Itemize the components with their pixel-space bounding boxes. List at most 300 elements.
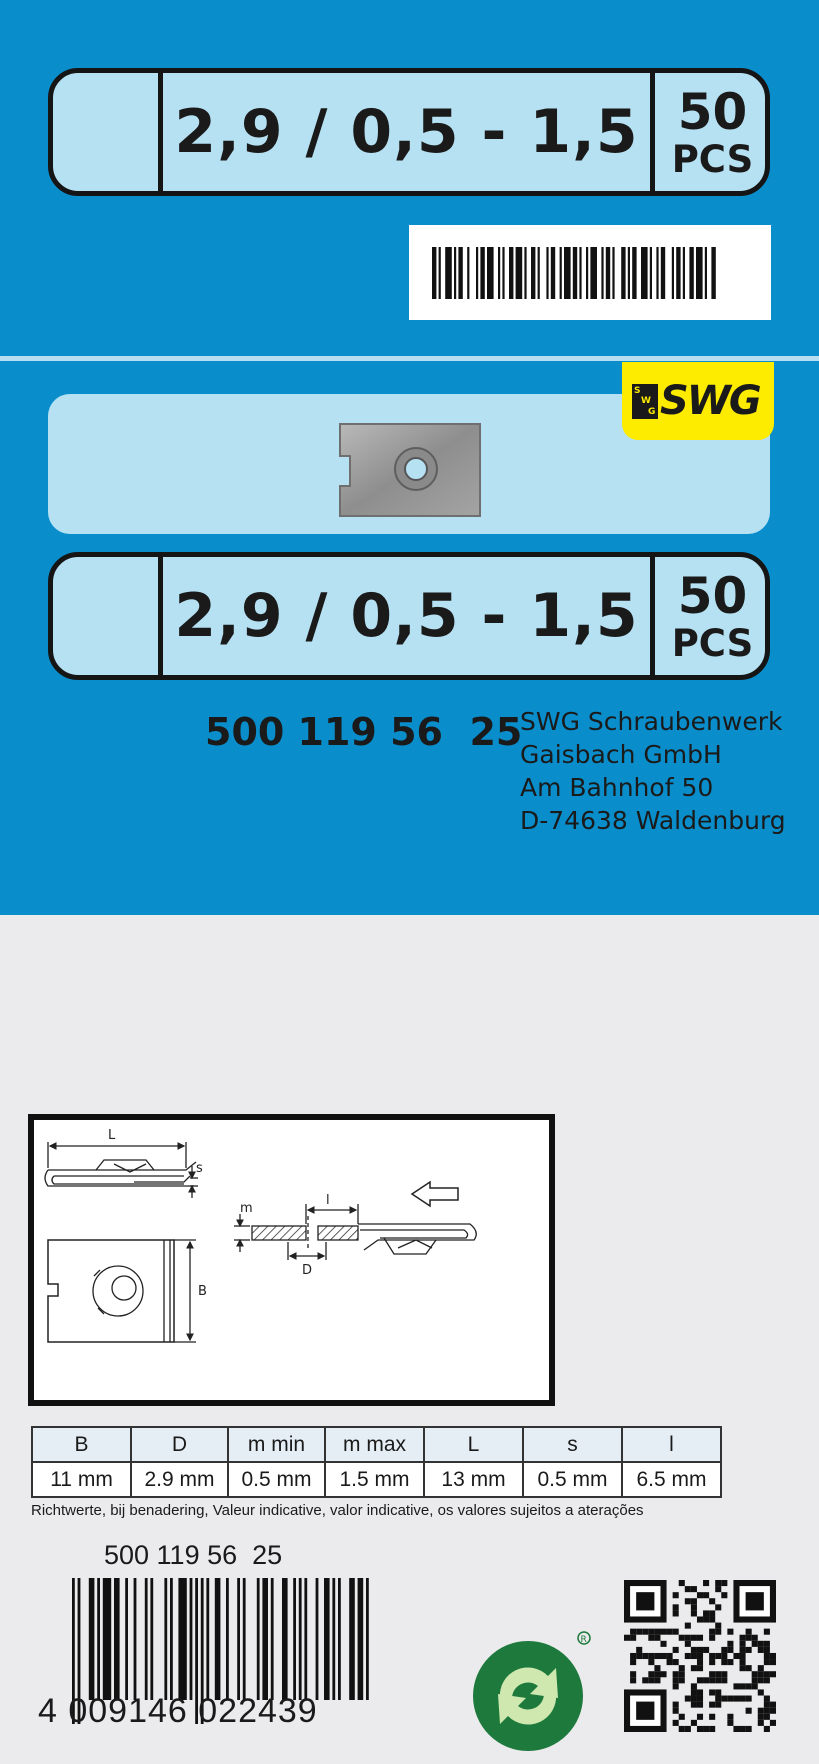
size-label-top [48, 68, 770, 196]
qr-module [758, 1677, 764, 1683]
barcode-bar [190, 1578, 193, 1700]
header-cell: l [622, 1427, 721, 1462]
qr-module [770, 1720, 776, 1726]
address-line: Gaisbach GmbH [520, 740, 722, 769]
qr-module [715, 1623, 721, 1629]
barcode-bar [454, 247, 456, 299]
qr-module [667, 1653, 673, 1659]
barcode-bar [641, 247, 648, 299]
qr-module [636, 1653, 642, 1659]
qr-module [636, 1592, 654, 1610]
qr-module [642, 1677, 648, 1683]
barcode-bar [125, 1578, 128, 1700]
barcode-bar [524, 247, 526, 299]
qr-module [758, 1671, 764, 1677]
value-cell: 13 mm [424, 1462, 523, 1497]
qr-module [740, 1726, 746, 1732]
qr-module [721, 1677, 727, 1683]
qr-module [758, 1720, 764, 1726]
qr-module [758, 1641, 764, 1647]
address-line: Am Bahnhof 50 [520, 773, 714, 802]
qr-module [691, 1598, 697, 1604]
qr-module [715, 1689, 721, 1695]
qr-module [697, 1677, 703, 1683]
qr-module [740, 1653, 746, 1659]
qr-module [648, 1677, 654, 1683]
value-cell: 11 mm [32, 1462, 131, 1497]
qr-module [740, 1683, 746, 1689]
qr-module [764, 1629, 770, 1635]
qr-module [697, 1635, 703, 1641]
address-line: D-74638 Waldenburg [520, 806, 786, 835]
label-left-cell [53, 557, 163, 675]
barcode-bar [612, 247, 614, 299]
value-cell: 2.9 mm [131, 1462, 228, 1497]
barcode-bar [332, 1578, 335, 1700]
qr-module [660, 1629, 666, 1635]
barcode-bar [696, 247, 703, 299]
qr-module [673, 1708, 679, 1714]
panel-divider [0, 356, 819, 361]
qr-module [630, 1659, 636, 1665]
qr-module [691, 1683, 697, 1689]
qr-module [697, 1696, 703, 1702]
qty-unit: PCS [671, 621, 754, 665]
barcode-bar [560, 247, 562, 299]
barcode-bar [498, 247, 500, 299]
address-line: SWG Schraubenwerk [520, 707, 783, 736]
qr-module [697, 1665, 703, 1671]
spec-table-header-row [32, 1427, 721, 1462]
qr-module [746, 1683, 752, 1689]
qr-module [685, 1598, 691, 1604]
barcode-bar [271, 1578, 274, 1700]
qr-module [703, 1580, 709, 1586]
barcode-bar [689, 247, 693, 299]
barcode-bar [226, 1578, 229, 1700]
qr-module [764, 1647, 770, 1653]
spec-table-value-row [32, 1462, 721, 1497]
qr-module [770, 1671, 776, 1677]
qr-module [703, 1726, 709, 1732]
qr-module [673, 1647, 679, 1653]
barcode-bar [628, 247, 630, 299]
barcode-bar [445, 247, 452, 299]
green-dot-recycling-icon [470, 1628, 596, 1754]
barcode-bar [293, 1578, 296, 1700]
qr-module [715, 1586, 721, 1592]
qr-module [679, 1714, 685, 1720]
qr-module [709, 1677, 715, 1683]
qr-module [697, 1653, 703, 1659]
barcode-bar [458, 247, 462, 299]
qr-module [746, 1647, 752, 1653]
barcode-bar [164, 1578, 167, 1700]
qr-module [691, 1647, 697, 1653]
qr-module [685, 1641, 691, 1647]
barcode-bar [103, 1578, 111, 1700]
dim-label-s: s [196, 1161, 203, 1176]
qr-module [654, 1653, 660, 1659]
qr-module [715, 1629, 721, 1635]
qr-module [727, 1659, 733, 1665]
qr-module [764, 1671, 770, 1677]
barcode-bar [206, 1578, 209, 1700]
barcode-bar [178, 1578, 186, 1700]
barcode-bar [439, 247, 441, 299]
qr-module [673, 1702, 679, 1708]
qr-module [691, 1604, 697, 1610]
clip-nut-photo [338, 422, 482, 518]
qr-module [673, 1720, 679, 1726]
qr-module [654, 1629, 660, 1635]
qr-module [764, 1659, 770, 1665]
qr-module [715, 1702, 721, 1708]
barcode-bar [304, 1578, 307, 1700]
qr-module [630, 1629, 636, 1635]
barcode-bar [358, 1578, 364, 1700]
qr-module [691, 1586, 697, 1592]
value-cell: 6.5 mm [622, 1462, 721, 1497]
qr-module [648, 1653, 654, 1659]
barcode-bar [711, 247, 715, 299]
barcode-bar [650, 247, 652, 299]
qr-module [752, 1677, 758, 1683]
qr-module [648, 1671, 654, 1677]
qr-module [727, 1629, 733, 1635]
qr-module [721, 1671, 727, 1677]
disclaimer-text: Richtwerte, bij benadering, Valeur indicative, valor indicative, os valores sujeitos a aterações [31, 1502, 644, 1519]
qr-module [746, 1726, 752, 1732]
qr-module [770, 1653, 776, 1659]
barcode-bar [237, 1578, 240, 1700]
qr-module [758, 1689, 764, 1695]
qr-module [679, 1665, 685, 1671]
barcode-bar [114, 1578, 120, 1700]
header-cell: D [131, 1427, 228, 1462]
qr-module [673, 1659, 679, 1665]
qr-module [691, 1610, 697, 1616]
article-number: 500 119 56 25 [205, 710, 523, 754]
qr-module [673, 1592, 679, 1598]
header-cell: B [32, 1427, 131, 1462]
qr-module [642, 1653, 648, 1659]
qr-module [709, 1671, 715, 1677]
qr-module [709, 1610, 715, 1616]
qr-module [697, 1647, 703, 1653]
barcode-bar [299, 1578, 302, 1700]
emblem-letter-g: G [648, 407, 656, 417]
barcode-bar [487, 247, 494, 299]
quantity-top [660, 73, 765, 191]
barcode-bar [632, 247, 636, 299]
barcode-bar [150, 1578, 153, 1700]
barcode-bar [467, 247, 469, 299]
qr-module [758, 1665, 764, 1671]
quantity-bottom [660, 557, 765, 675]
barcode-bar [509, 247, 513, 299]
barcode-bar [672, 247, 674, 299]
qr-module [727, 1720, 733, 1726]
barcode-bar [324, 1578, 330, 1700]
barcode-bar [97, 1578, 100, 1700]
qr-module [636, 1647, 642, 1653]
barcode-bar [243, 1578, 246, 1700]
qr-module [758, 1714, 764, 1720]
internal-barcode [409, 225, 771, 320]
barcode-bar [551, 247, 555, 299]
qr-module [746, 1708, 752, 1714]
qr-module [740, 1641, 746, 1647]
qr-module [654, 1671, 660, 1677]
qr-module [727, 1696, 733, 1702]
qr-module [709, 1653, 715, 1659]
qr-module [654, 1665, 660, 1671]
qr-module [648, 1635, 654, 1641]
barcode-bar [134, 1578, 137, 1700]
barcode-bar [586, 247, 588, 299]
qr-module [721, 1647, 727, 1653]
barcode-bar [338, 1578, 341, 1700]
qr-module [703, 1592, 709, 1598]
barcode-bar [145, 1578, 148, 1700]
qr-module [764, 1641, 770, 1647]
barcode-bar [579, 247, 581, 299]
qr-module [770, 1659, 776, 1665]
qr-module [691, 1635, 697, 1641]
qr-module [715, 1671, 721, 1677]
qr-module [715, 1677, 721, 1683]
qr-module [685, 1635, 691, 1641]
qr-module [630, 1671, 636, 1677]
drawing-svg [34, 1120, 549, 1400]
qr-module [740, 1635, 746, 1641]
header-cell: L [424, 1427, 523, 1462]
qr-module [660, 1653, 666, 1659]
qr-module [709, 1714, 715, 1720]
barcode-bar [316, 1578, 319, 1700]
qr-module [721, 1653, 727, 1659]
barcode-bar [538, 247, 540, 299]
ean-article-number: 500 119 56 25 [104, 1540, 283, 1570]
qr-module [709, 1702, 715, 1708]
size-spec-bottom: 2,9 / 0,5 - 1,5 [163, 557, 655, 675]
barcode-bar [661, 247, 665, 299]
qr-code [624, 1580, 776, 1732]
svg-text:R: R [580, 1635, 587, 1645]
qr-module [630, 1653, 636, 1659]
qr-module [740, 1647, 746, 1653]
qr-module [746, 1665, 752, 1671]
qr-module [746, 1635, 752, 1641]
barcode-bar [621, 247, 625, 299]
qr-module [697, 1702, 703, 1708]
barcode-bar [590, 247, 597, 299]
qr-module [709, 1598, 715, 1604]
qr-module [667, 1629, 673, 1635]
qr-module [746, 1696, 752, 1702]
qr-module [721, 1696, 727, 1702]
qr-module [709, 1635, 715, 1641]
qr-module [703, 1616, 709, 1622]
value-cell: 0.5 mm [523, 1462, 622, 1497]
qr-module [685, 1653, 691, 1659]
barcode-bar [606, 247, 610, 299]
barcode-bar [676, 247, 680, 299]
qr-module [740, 1665, 746, 1671]
qr-module [630, 1677, 636, 1683]
label-left-cell [53, 73, 163, 191]
qr-module [673, 1604, 679, 1610]
qr-module [764, 1696, 770, 1702]
qr-module [648, 1629, 654, 1635]
qr-module [764, 1677, 770, 1683]
barcode-bar [366, 1578, 369, 1700]
qr-module [770, 1708, 776, 1714]
qr-module [679, 1580, 685, 1586]
spec-table [31, 1426, 722, 1498]
barcode-bar [502, 247, 504, 299]
qr-module [660, 1641, 666, 1647]
qr-module [624, 1635, 630, 1641]
qr-module [764, 1726, 770, 1732]
qr-module [733, 1696, 739, 1702]
barcode-bar [601, 247, 603, 299]
value-cell: 0.5 mm [228, 1462, 325, 1497]
qr-module [691, 1696, 697, 1702]
barcode-bar [480, 247, 484, 299]
qr-module [697, 1726, 703, 1732]
qr-module [721, 1592, 727, 1598]
qr-module [746, 1592, 764, 1610]
emblem-letter-w: W [641, 396, 651, 406]
barcode-bar [573, 247, 577, 299]
qr-module [733, 1683, 739, 1689]
qr-module [654, 1635, 660, 1641]
swg-emblem-icon [632, 384, 658, 419]
qr-module [636, 1702, 654, 1720]
qr-module [691, 1665, 697, 1671]
qr-module [740, 1696, 746, 1702]
qr-module [654, 1677, 660, 1683]
qr-module [630, 1635, 636, 1641]
qr-module [697, 1659, 703, 1665]
qr-module [691, 1702, 697, 1708]
qr-module [715, 1580, 721, 1586]
dim-label-D: D [302, 1263, 313, 1278]
barcode-bar [282, 1578, 288, 1700]
qr-module [636, 1629, 642, 1635]
qr-module [709, 1616, 715, 1622]
qr-module [721, 1659, 727, 1665]
barcode-bar [432, 247, 436, 299]
qr-module [691, 1653, 697, 1659]
qr-module [740, 1659, 746, 1665]
qr-module [685, 1696, 691, 1702]
barcode-bar [476, 247, 478, 299]
qr-module [709, 1659, 715, 1665]
value-cell: 1.5 mm [325, 1462, 424, 1497]
barcode-bar [215, 1578, 221, 1700]
qr-module [733, 1653, 739, 1659]
qr-module [660, 1671, 666, 1677]
barcode-bar [564, 247, 571, 299]
qr-module [691, 1689, 697, 1695]
qr-module [685, 1623, 691, 1629]
qr-module [697, 1714, 703, 1720]
barcode-bar [656, 247, 658, 299]
swg-logo [622, 362, 774, 440]
qr-module [667, 1659, 673, 1665]
emblem-letter-s: S [634, 386, 641, 396]
qr-module [685, 1586, 691, 1592]
qr-module [770, 1702, 776, 1708]
qr-module [721, 1580, 727, 1586]
qr-module [715, 1696, 721, 1702]
qr-module [752, 1641, 758, 1647]
qr-module [733, 1726, 739, 1732]
qty-number: 50 [677, 566, 748, 625]
barcode-bar [531, 247, 535, 299]
qr-module [727, 1647, 733, 1653]
qr-module [764, 1708, 770, 1714]
manufacturer-address [520, 705, 786, 837]
qr-module [697, 1592, 703, 1598]
qr-module [673, 1610, 679, 1616]
qr-module [697, 1616, 703, 1622]
qr-module [703, 1610, 709, 1616]
qr-module [715, 1604, 721, 1610]
qr-module [648, 1659, 654, 1665]
qr-module [642, 1629, 648, 1635]
qr-module [703, 1677, 709, 1683]
technical-drawing [28, 1114, 555, 1406]
qr-module [679, 1677, 685, 1683]
qr-module [679, 1671, 685, 1677]
qr-module [679, 1726, 685, 1732]
qr-module [697, 1689, 703, 1695]
dim-label-m: m [240, 1201, 253, 1216]
header-cell: m min [228, 1427, 325, 1462]
barcode-bars [432, 247, 748, 299]
header-cell: s [523, 1427, 622, 1462]
header-cell: m max [325, 1427, 424, 1462]
qr-module [758, 1647, 764, 1653]
qr-module [752, 1683, 758, 1689]
qty-unit: PCS [671, 137, 754, 181]
qr-module [673, 1677, 679, 1683]
size-label-bottom [48, 552, 770, 680]
swg-logo-text: SWG [660, 378, 760, 424]
qr-module [727, 1714, 733, 1720]
ean-digits: 4 009146 022439 [38, 1692, 318, 1730]
qr-module [758, 1708, 764, 1714]
qr-module [691, 1720, 697, 1726]
qr-module [685, 1726, 691, 1732]
qty-number: 50 [677, 82, 748, 141]
qr-module [764, 1702, 770, 1708]
barcode-bar [349, 1578, 355, 1700]
size-spec-top: 2,9 / 0,5 - 1,5 [163, 73, 655, 191]
qr-module [703, 1647, 709, 1653]
barcode-bar [683, 247, 685, 299]
qr-module [746, 1629, 752, 1635]
dim-label-L: L [108, 1128, 116, 1143]
barcode-bar [516, 247, 523, 299]
barcode-bar [705, 247, 707, 299]
barcode-bar [170, 1578, 173, 1700]
qr-module [727, 1641, 733, 1647]
